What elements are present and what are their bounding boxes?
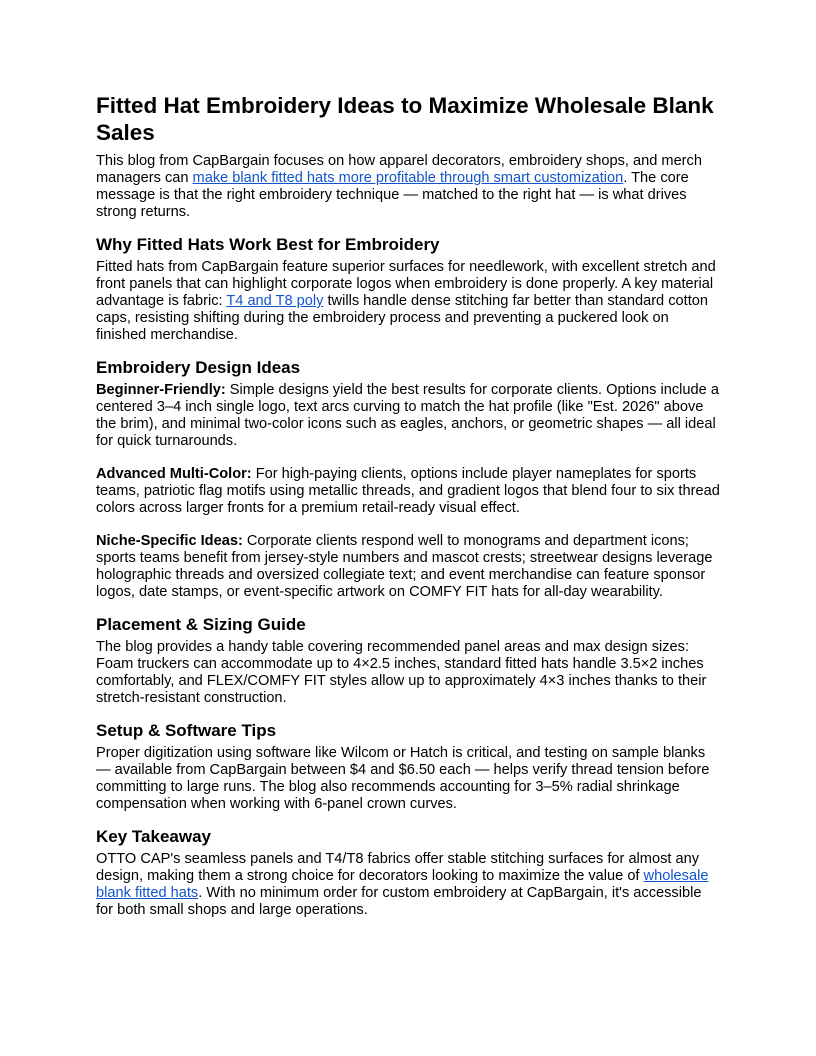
t4-t8-poly-link[interactable]: T4 and T8 poly (226, 293, 324, 309)
why-text-start: Fitted hats from CapBargain feature superior surfaces for needlework, with excellent stretch and front panels that can highlight corporate logos when embroidery is done properly. A key material advantage is fabric: (96, 259, 716, 309)
niche-text: Corporate clients respond well to monograms and department icons; sports teams benefit from jersey-style numbers and mascot crests; streetwear designs leverage holographic threads and oversized collegiate text; and event merchandise can feature sponsor logos, date stamps, or event-specific artwork on COMFY FIT hats for all-day wearability. (96, 533, 713, 600)
takeaway-text-end: . With no minimum order for custom embroidery at CapBargain, it's accessible for both small shops and large operations. (96, 885, 702, 918)
customization-link[interactable]: make blank fitted hats more profitable through smart customization (192, 170, 624, 186)
advanced-text: For high-paying clients, options include player nameplates for sports teams, patriotic flag motifs using metallic threads, and gradient logos that blend four to six thread colors across larger fronts for a premium retail-ready visual effect. (96, 466, 720, 516)
beginner-label: Beginner-Friendly: (96, 382, 226, 398)
takeaway-text-start: OTTO CAP's seamless panels and T4/T8 fabrics offer stable stitching surfaces for almost any design, making them a strong choice for decorators looking to maximize the value of (96, 851, 700, 884)
placement-paragraph: The blog provides a handy table covering recommended panel areas and max design sizes: Foam truckers can accommodate up to 4×2.5 inches, standard fitted hats handle 3.5×2 inches comfortably, and FLEX/COMFY FIT styles allow up to approximately 4×3 inches thanks to their stretch-resistant construction. (96, 639, 707, 706)
niche-paragraph (96, 533, 722, 601)
why-text-end: twills handle dense stitching far better than standard cotton caps, resisting shifting during the embroidery process and preventing a puckered look on finished merchandise. (96, 293, 708, 343)
placement-heading: Placement & Sizing Guide (96, 615, 306, 634)
design-heading: Embroidery Design Ideas (96, 358, 301, 377)
takeaway-paragraph (96, 851, 722, 919)
why-heading: Why Fitted Hats Work Best for Embroidery (96, 235, 440, 254)
intro-paragraph (96, 153, 722, 221)
intro-text-start: This blog from CapBargain focuses on how apparel decorators, embroidery shops, and merch managers can (96, 153, 702, 186)
setup-paragraph: Proper digitization using software like Wilcom or Hatch is critical, and testing on sample blanks — available from CapBargain between $4 and $6.50 each — helps verify thread tension before committing to large runs. The blog also recommends accounting for 3–5% radial shrinkage compensation when working with 6-panel crown curves. (96, 745, 710, 812)
beginner-text: Simple designs yield the best results for corporate clients. Options include a centered 3–4 inch single logo, text arcs curving to match the hat profile (like "Est. 2026" above the brim), and minimal two-color icons such as eagles, anchors, or geometric shapes — all ideal for quick turnarounds. (96, 382, 719, 449)
takeaway-heading: Key Takeaway (96, 827, 211, 846)
advanced-paragraph (96, 466, 722, 517)
beginner-paragraph (96, 382, 722, 450)
page-title: Fitted Hat Embroidery Ideas to Maximize Wholesale Blank Sales (96, 93, 714, 145)
why-paragraph (96, 259, 722, 344)
advanced-label: Advanced Multi-Color: (96, 466, 252, 482)
setup-heading: Setup & Software Tips (96, 721, 277, 740)
intro-text-end: . The core message is that the right embroidery technique — matched to the right hat — is what drives strong returns. (96, 170, 689, 220)
niche-label: Niche-Specific Ideas: (96, 533, 243, 549)
wholesale-blank-fitted-hats-link[interactable]: wholesale blank fitted hats (96, 868, 709, 901)
document-page (96, 92, 722, 919)
